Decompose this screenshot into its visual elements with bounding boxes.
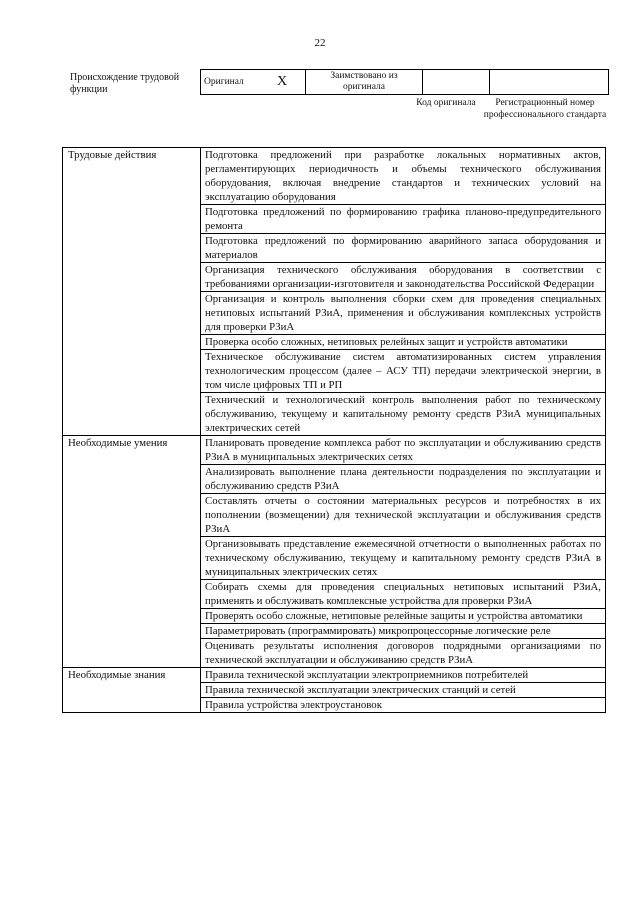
section-item: Организация технического обслуживания оборудования в соответствии с требованиями организации-изготовителя и законодательства Российской Федерации	[201, 263, 606, 292]
function-table	[62, 147, 606, 713]
table-row	[63, 668, 606, 683]
section-item: Проверка особо сложных, нетиповых релейных защит и устройств автоматики	[201, 335, 606, 350]
origin-label: Происхождение трудовой функции	[70, 72, 180, 95]
section-item: Правила устройства электроустановок	[201, 698, 606, 713]
borrowed-label: Заимствовано из оригинала	[306, 70, 423, 95]
registration-number-cell	[490, 70, 609, 95]
section-item: Оценивать результаты исполнения договоров подрядными организациями по технической эксплуатации и обслуживанию средств РЗиА	[201, 639, 606, 668]
origin-table	[200, 69, 609, 95]
section-label: Трудовые действия	[63, 148, 201, 436]
section-item: Собирать схемы для проведения специальных нетиповых испытаний РЗиА, применять и обслуживать комплексные устройства для проверки РЗиА	[201, 580, 606, 609]
section-item: Техническое обслуживание систем автоматизированных систем управления технологическим процессом (далее – АСУ ТП) передачи электрической энергии, в том числе цифровых ТП и РП	[201, 350, 606, 393]
section-label: Необходимые знания	[63, 668, 201, 713]
section-item: Составлять отчеты о состоянии материальных ресурсов и потребностях в их пополнении (возмещении) для технической эксплуатации и обслуживания средств РЗиА	[201, 494, 606, 537]
section-item: Подготовка предложений по формированию графика планово-предупредительного ремонта	[201, 205, 606, 234]
page-number: 22	[314, 37, 326, 49]
registration-caption: Регистрационный номер профессионального стандарта	[483, 98, 607, 120]
section-item: Правила технической эксплуатации электрических станций и сетей	[201, 683, 606, 698]
section-item: Параметрировать (программировать) микропроцессорные логические реле	[201, 624, 606, 639]
section-item: Проверять особо сложные, нетиповые релейные защиты и устройства автоматики	[201, 609, 606, 624]
table-row	[63, 436, 606, 465]
original-code-cell	[423, 70, 490, 95]
function-table-body	[63, 148, 606, 713]
code-caption: Код оригинала	[416, 98, 476, 108]
section-item: Организация и контроль выполнения сборки схем для проведения специальных нетиповых испытаний РЗиА, применения и обслуживания комплексных устройств для проверки РЗиА	[201, 292, 606, 335]
original-mark: X	[259, 70, 306, 95]
original-label: Оригинал	[201, 70, 260, 95]
section-item: Технический и технологический контроль выполнения работ по техническому обслуживанию, текущему и капитальному ремонту средств РЗиА муниципальных электрических сетей	[201, 393, 606, 436]
section-label: Необходимые умения	[63, 436, 201, 668]
section-item: Подготовка предложений по формированию аварийного запаса оборудования и материалов	[201, 234, 606, 263]
section-item: Организовывать представление ежемесячной отчетности о выполненных работах по техническому обслуживанию, текущему и капитальному ремонту средств РЗиА в муниципальных электрических сетях	[201, 537, 606, 580]
table-row	[63, 148, 606, 205]
section-item: Анализировать выполнение плана деятельности подразделения по эксплуатации и обслуживанию средств РЗиА	[201, 465, 606, 494]
section-item: Правила технической эксплуатации электроприемников потребителей	[201, 668, 606, 683]
section-item: Подготовка предложений при разработке локальных нормативных актов, регламентирующих периодичность и объемы технического обслуживания оборудования, включая внедрение стандартов и технических условий на эксплуатацию оборудования	[201, 148, 606, 205]
section-item: Планировать проведение комплекса работ по эксплуатации и обслуживанию средств РЗиА в муниципальных электрических сетях	[201, 436, 606, 465]
